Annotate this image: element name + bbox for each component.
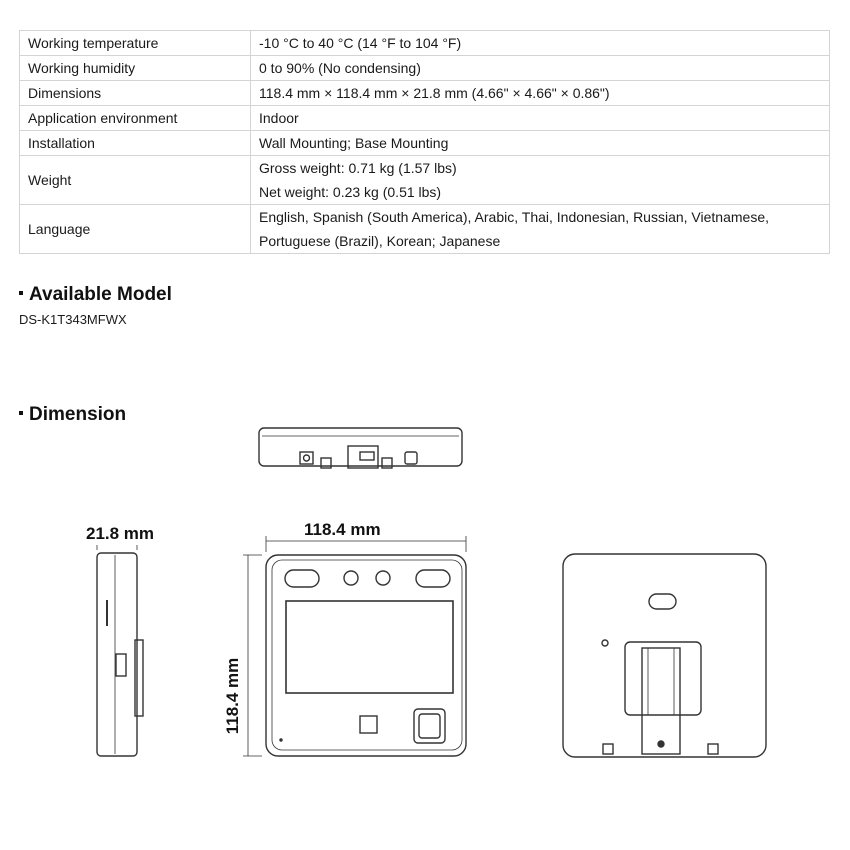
model-number: DS-K1T343MFWX [19, 312, 127, 327]
spec-value-line: Indoor [259, 110, 299, 126]
available-model-title: Available Model [29, 284, 172, 305]
height-label: 118.4 mm [223, 657, 242, 735]
spec-key: Working temperature [20, 31, 251, 56]
spec-key: Dimensions [20, 81, 251, 106]
spec-value-line: 118.4 mm × 118.4 mm × 21.8 mm (4.66" × 4.66" × 0.86") [259, 85, 610, 101]
back-view [563, 554, 766, 757]
spec-key: Weight [20, 156, 251, 205]
side-view [97, 545, 143, 756]
spec-value-line: Portuguese (Brazil), Korean; Japanese [259, 233, 501, 249]
spec-key: Installation [20, 131, 251, 156]
depth-label: 21.8 mm [86, 524, 155, 543]
spec-value-line: Wall Mounting; Base Mounting [259, 135, 449, 151]
spec-key: Working humidity [20, 56, 251, 81]
front-view [266, 555, 466, 756]
spec-key: Language [20, 205, 251, 254]
top-view [259, 428, 462, 468]
spec-value-line: English, Spanish (South America), Arabic, Thai, Indonesian, Russian, Vietnamese, [259, 209, 769, 225]
spec-key: Application environment [20, 106, 251, 131]
width-label: 118.4 mm [304, 520, 381, 539]
dimension-title: Dimension [29, 404, 127, 425]
spec-value-line: Net weight: 0.23 kg (0.51 lbs) [259, 184, 442, 200]
spec-value-line: -10 °C to 40 °C (14 °F to 104 °F) [259, 35, 462, 51]
spec-value-line: Gross weight: 0.71 kg (1.57 lbs) [259, 160, 457, 176]
spec-value-line: 0 to 90% (No condensing) [259, 60, 421, 76]
